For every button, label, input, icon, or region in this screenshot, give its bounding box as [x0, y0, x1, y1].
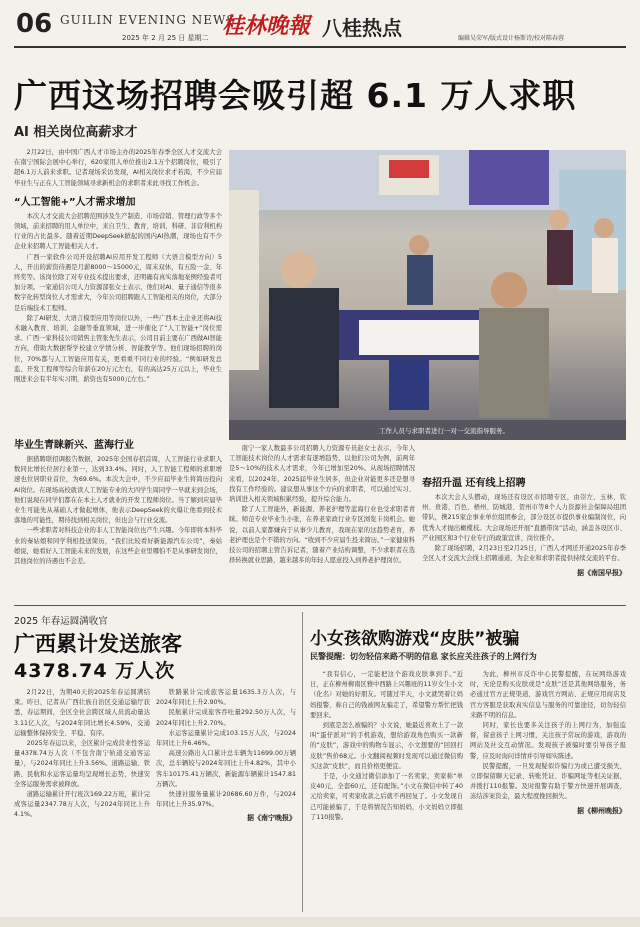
- paragraph: 本次大会人头攒动，现场还有设区市招聘专区，由崇左、玉林、钦州、贵港、百色、梧州、防城港、贺州市等8个人力资源社会保障局组团带队，携215家企事业单位组团参会，部分设区市提供事业编制岗位，向优秀人才抛出橄榄枝。大会现场还开展“直播带岗”活动，涵盖各设区市、产业园区和3个行业专行的政策宣讲、岗位推介。: [422, 494, 626, 542]
- section-title-ai-demand: “人工智能+”人才需求增加: [14, 196, 136, 208]
- paragraph: 高速公路出入口累计总车辆为11699.00万辆次，总车辆较与2024年同比上升4.82%，其中小客车10175.41万辆次，新能源车辆累计1547.81万辆次。: [156, 750, 296, 788]
- paragraph: 快速社服务量累计20686.60万件，与2024年同比上升35.97%。: [156, 791, 296, 809]
- paragraph: 本次人才交流大会招聘范围涉及生产制造、市场营销、管理行政等多个领域，前来招聘的用人单位中，来自卫生、教育、培训、科研、非营利机构行业的占比最多。随着近期DeepSeek掀起的国内AI热潮，现场也有不少企业来招聘人工智能相关人才。: [14, 212, 222, 251]
- travel-column-2: [156, 688, 296, 823]
- lead-column-3: [422, 470, 626, 578]
- skin-headline: 小女孩欲购游戏“皮肤”被骗: [310, 629, 520, 649]
- job-fair-illustration: [229, 150, 626, 440]
- page-footer: [0, 917, 640, 927]
- lead-column-1: [14, 148, 222, 385]
- travel-headline-line1: 广西累计发送旅客: [14, 632, 182, 656]
- source-credit: 据《柳州晚报》: [577, 806, 626, 815]
- column-divider: [302, 612, 303, 912]
- masthead-rule: [14, 46, 626, 48]
- page-number: 06: [16, 9, 53, 39]
- job-fair-photo: [229, 150, 626, 440]
- newspaper-english-name: GUILIN EVENING NEWS: [60, 13, 236, 27]
- travel-kicker: 2025 年春运圆满收官: [14, 616, 108, 627]
- paragraph: 除了AI研发、大语言模型应用等岗位以外，一些广西本土企业还将AI技术融入教育、培训、金融等垂直领域，进一步催化了“人工智能+”岗位需求。广西一家科技公司销售主管张先生表示，公司目前主要在广西做AI智能方向，借助大数据帮学校建立学情分析、智能教学等。他们现场招聘的岗位，70%都与人工智能应用有关，更看重不同行业的经验。“例如研发总监、开发工程师等综合年薪在20万元左右，有的高达25万元以上，毕业生刚进来会有半年实习期，薪资也有5000元左右。”: [14, 314, 222, 384]
- lead-intro: 2月22日，由中国广西人才市场主办的2025年春季全区人才交流大会在南宁国际会展中心举行，620家用人单位推出2.1万个招聘岗位，吸引了超6.1万人前来求职。记者现场采访发现，AI相关岗位求才若渴，不少应届毕业生与正在人工智能领域寻求新机会的求职者来此寻找工作机会。: [14, 149, 222, 187]
- issue-date: 2025 年 2 月 25 日 星期二: [122, 34, 209, 42]
- skin-subhead: 民警提醒：切勿轻信来路不明的信息 家长应关注孩子的上网行为: [310, 652, 537, 661]
- section-title-spring-recruit: 春招升温 还有线上招聘: [422, 478, 526, 489]
- masthead: [0, 0, 640, 46]
- photo-caption: 工作人员与求职者进行一对一交流指导服务。: [379, 427, 509, 435]
- section-name: 八桂热点: [322, 16, 402, 40]
- paragraph: 南宁一家人数最多公司招聘人力资源专员赵女士表示，今年人工智能技术岗位的人才需求有逐增趋势，以他们公司为例，前两年是5～10%的技术人才需求，今年已增加至20%。从现场招聘情况来看，以2024年、2025届毕业生居多，但企业对能更多还是想寻找有工作经验的。建议想从事这个方向的求职者，可以通过实习、培训进入相关领域积累经验，提升综合能力。: [229, 445, 415, 504]
- paragraph: 2025年春运以来，全区累计完成营业性客运量4378.74万人次（不包含南宁轨道交通客运量），与2024年同比上升3.56%。道路运输、铁路、民航和水运客运量均呈现增长态势，快速安全客运服务需求被释放。: [14, 740, 150, 788]
- paragraph: 2月22日，为期40天的2025年春运圆满结束。昨日，记者从广西壮族自治区交通运输厅获悉，春运期间，全区全社会跨区域人员流动量达3.11亿人次，与2024年同比增长4.59%，交通运输整体保持安全、平稳、有序。: [14, 689, 150, 737]
- paragraph: 除了现场招聘，2月23日至2月25日，广西人才网还开通2025年春季全区人才交流大会线上招聘通道，为企业和求职者提供持续交流的平台。: [422, 545, 626, 563]
- source-credit: 据《南国早报》: [577, 569, 626, 578]
- editor-credits: 编辑吴荣军/版式设计杨斯诗/校对陈春蓉: [458, 35, 565, 42]
- travel-headline-line2: 4378.74 万人次: [14, 660, 176, 682]
- lead-headline: 广西这场招聘会吸引超 6.1 万人求职: [14, 76, 577, 115]
- paragraph: 一些求职者对科技企业的非人工智能岗位也产生兴趣。今年即将本科毕业的秦姑娘和同学利相投送简历，“我们比较看好新能源汽车公司”，秦姑娘说，她看好人工智能未来的发展，在这些企业里哪怕不是从事研发岗位，其他岗位的待遇也不会差。: [14, 527, 222, 566]
- paragraph: 广西一家软件公司开设招聘AI应用开发工程师（大语言模型方向）5人，开出的薪资待遇是月薪8000～15000元，周末双休，有五险一金、年终奖等。该岗位除了对专业技术提出要求，还明确有真实落地案例经验者可加分项。一家通信公司人力资源部张女士表示，他们对AI、量子通信等很多数字化转型岗位人才需求大，今年公司招聘跟人工智能相关的岗位，大部分是后端技术工程师。: [14, 253, 222, 312]
- paragraph: 民警提醒，一旦发现疑似诈骗行为或已遭受损失，立即保留聊天记录、转账凭证、诈骗网址等相关证据，并拨打110报警。及时报警有助于警方快速开展调查，冻结涉案资金，最大程度挽回损失。: [470, 762, 626, 801]
- travel-column-1: [14, 688, 150, 821]
- paragraph: 于是，小文通过微信添加了一名卖家，卖家称“单皮40元，全套60元，还有配饰。”小文在微信中转了40元给卖家，可卖家收款之后就不再回复了。小文发现自己可能被骗了，于是将情况告知妈妈，小文妈妈立即报了110报警。: [310, 773, 463, 821]
- paragraph: 除了人工智能外，新能源、养老护理等蓝海行业也受求职者青睐。师范专业毕业生小张，在养老家政行业专区浏览卡岗机会。她说，以前人家都嫌向于从事少儿教育，我现在家的这趋势老育，养老护理也是个不错的方向。“收到不少应届生投来简历。”一家健康科技公司的招聘主管告诉记者，随着产业结构调整，不少求职者在选择转换就业思路，越来越多的年轻人愿意投入到养老护理岗位。: [229, 506, 415, 565]
- section-title-graduates: 毕业生青睐新兴、蓝海行业: [14, 440, 134, 451]
- lead-column-1b: [14, 432, 222, 567]
- section-divider: [14, 605, 626, 606]
- newspaper-logo: 桂林晚報: [222, 13, 311, 39]
- paragraph: 民航累计完成旅客吞吐量292.50万人次，与2024年同比上升2.70%。: [156, 709, 296, 727]
- paragraph: 道路运输累计开行班次169.22万班，累计完成客运量2347.78万人次，与2024年同比上升4.1%。: [14, 791, 150, 819]
- paragraph: 水运客运量累计完成103.15万人次，与2024年同比上升6.46%。: [156, 729, 296, 748]
- paragraph: 为此，柳州市反诈中心民警提醒，在玩网络游戏时，无论是购买皮肤或是“皮肤”还是其他网络服务，务必通过官方正规渠道，游戏官方网站、正规应用商店及官方客服是获取真实信息与服务的可靠途径，切勿轻信来路不明的信息。: [470, 671, 626, 719]
- paragraph: “我有信心，一定能把这个游戏皮肤拿到手。”近日，正在柳州柳南区雅中西路上兴趣班的11岁女生小文（化名）对她的好朋友。可随过半天，小文就哭着让妈妈报警，称自己的钱被网友骗走了，希望警方帮忙把钱要回来。: [310, 671, 463, 719]
- lead-column-2: [229, 444, 415, 566]
- skin-column-2: [470, 670, 626, 816]
- skin-column-1: [310, 670, 463, 823]
- paragraph: 据猎聘联招调报告数据，2025年全国春招首周，人工智能行业求职人数同比增长位居行业第一，达到33.4%。同时，人工智能工程师的求职增速也位居职业首位，为69.6%。本次大会中，不少应届毕业生将简历投向AI岗位。在现场高校就读人工智能专业的大四学生周同学一早就来到会场，他们说现在同学们都在在本土人才就业的开发工程师岗位。当了解到应届毕业生可能先从基础人才做起增体，他表示DeepSeek的火爆让他看到技术落地的可能性，期待找到相关岗位，但也会与行业交流。: [14, 456, 222, 525]
- paragraph: 到底是怎么被骗的？小文说，她最近喜欢上了一款叫“蛋仔派对”的手机游戏，想给游戏角色购买一款新的“皮肤”，游戏中的购物车显示，小文想要的“回回打皮肤”售价68元。小文翻阅视频时发现可以通过微信购买这款“皮肤”，而且价格更便宜。: [310, 722, 463, 770]
- lead-subhead: AI 相关岗位高薪求才: [14, 125, 138, 140]
- paragraph: 铁路累计完成旅客运量1635.3万人次，与2024年同比上升2.90%。: [156, 689, 296, 707]
- source-credit: 据《南宁晚报》: [247, 814, 296, 823]
- paragraph: 同时，家长也要多关注孩子的上网行为，加强监督，留意孩子上网习惯，关注孩子常玩的游戏，游戏的网站及社交互动情况。发现孩子被骗时要引导孩子报警，应及时询问详情并引导如实陈述。: [470, 722, 626, 760]
